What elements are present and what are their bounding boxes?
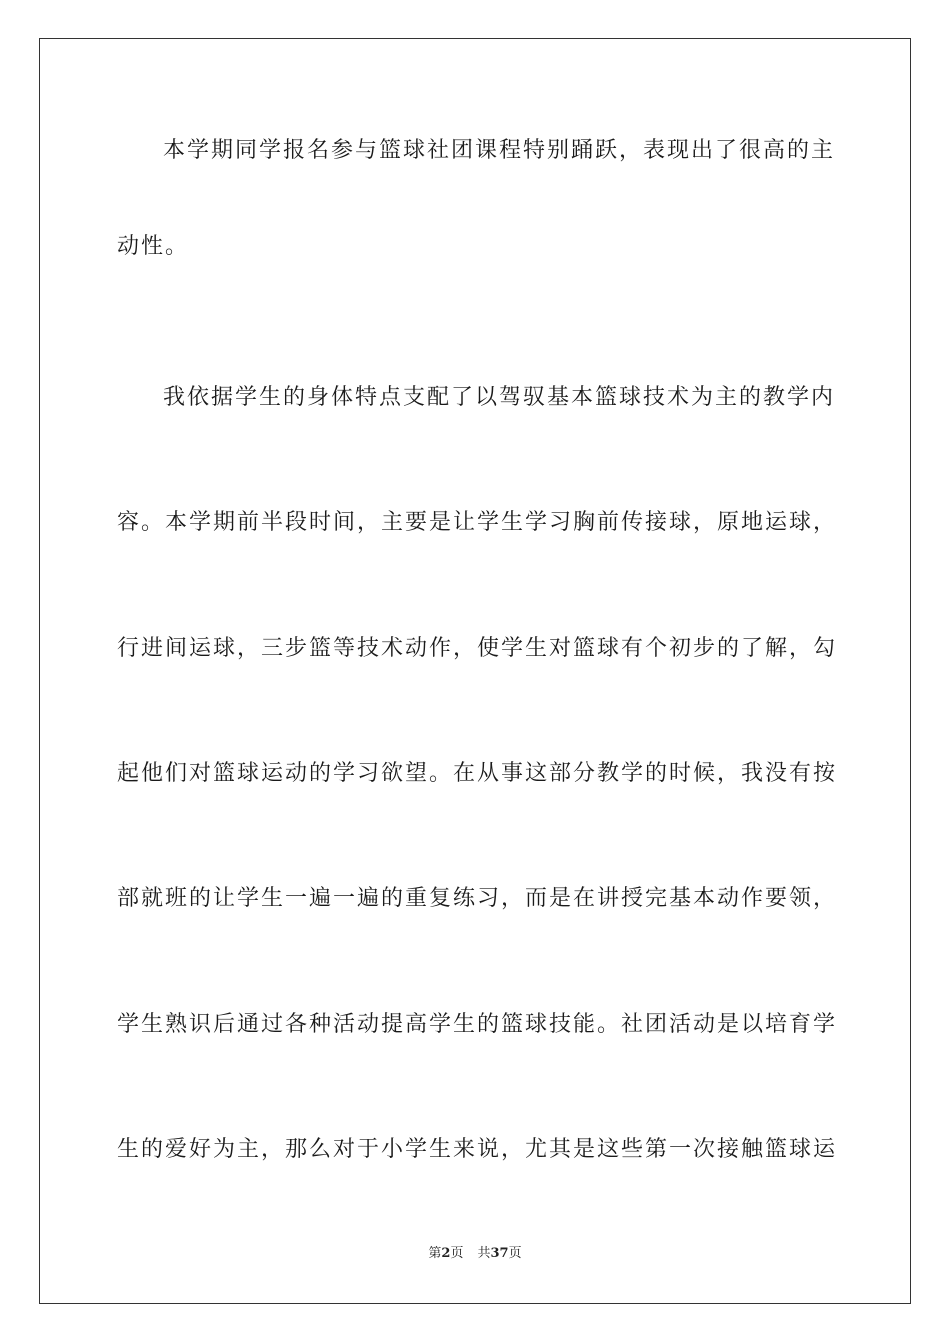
page-suffix: 页 xyxy=(450,1246,464,1261)
page-prefix: 第 xyxy=(428,1246,442,1261)
paragraph-line: 起他们对篮球运动的学习欲望。在从事这部分教学的时候，我没有按 xyxy=(117,761,838,786)
paragraph-line: 容。本学期前半段时间，主要是让学生学习胸前传接球，原地运球， xyxy=(117,510,838,535)
paragraph-line: 我依据学生的身体特点支配了以驾驭基本篮球技术为主的教学内 xyxy=(163,385,836,410)
paragraph-line: 动性。 xyxy=(117,234,190,259)
page-footer xyxy=(0,1245,950,1263)
total-prefix: 共 xyxy=(477,1246,491,1261)
total-suffix: 页 xyxy=(508,1246,522,1261)
page-border xyxy=(39,38,911,1304)
total-pages: 37 xyxy=(490,1246,509,1261)
paragraph-line: 部就班的让学生一遍一遍的重复练习，而是在讲授完基本动作要领， xyxy=(117,886,838,911)
paragraph-line: 本学期同学报名参与篮球社团课程特别踊跃，表现出了很高的主 xyxy=(163,138,836,163)
page-number: 2 xyxy=(441,1246,451,1261)
paragraph-line: 行进间运球，三步篮等技术动作，使学生对篮球有个初步的了解，勾 xyxy=(117,636,838,661)
paragraph-line: 生的爱好为主，那么对于小学生来说，尤其是这些第一次接触篮球运 xyxy=(117,1137,838,1162)
paragraph-line: 学生熟识后通过各种活动提高学生的篮球技能。社团活动是以培育学 xyxy=(117,1012,838,1037)
